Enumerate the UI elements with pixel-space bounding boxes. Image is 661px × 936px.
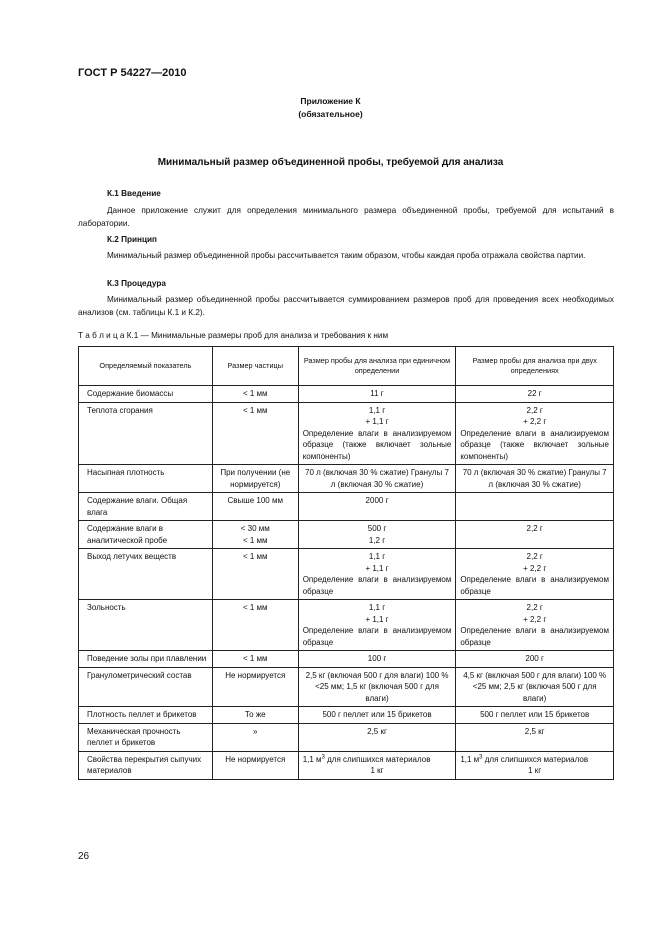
document-title: Минимальный размер объединенной пробы, требуемой для анализа bbox=[157, 157, 504, 168]
double-value-note: Определение влаги в анализируемом образце bbox=[460, 626, 609, 647]
document-header: ГОСТ Р 54227—2010 bbox=[78, 67, 187, 79]
row-parameter: Насыпная плотность bbox=[79, 465, 213, 493]
header-particle-size: Размер частицы bbox=[212, 347, 298, 386]
sample-size-table bbox=[78, 346, 614, 780]
single-value-line: 1,1 г bbox=[368, 552, 386, 561]
single-value-line: 500 г bbox=[367, 524, 387, 533]
row-single-value: 11 г bbox=[298, 386, 456, 403]
single-value-line bbox=[303, 754, 452, 766]
double-value-line: + 2,2 г bbox=[523, 614, 547, 624]
row-single-value: 2,5 кг (включая 500 г для влаги) 100 % <25 мм; 1,5 кг (включая 500 г для влаги) bbox=[298, 667, 456, 707]
single-value-line: 1 кг bbox=[370, 766, 384, 775]
row-particle-size: Свыше 100 мм bbox=[212, 493, 298, 521]
annex-title: Приложение К bbox=[300, 96, 361, 106]
row-double-value: 500 г пеллет или 15 брикетов bbox=[456, 707, 614, 724]
row-single-value bbox=[298, 521, 456, 549]
row-particle-size: < 1 мм bbox=[212, 600, 298, 651]
single-value-line: 1,1 г bbox=[368, 603, 386, 612]
row-double-value: 2,2 г bbox=[456, 521, 614, 549]
row-particle-size: < 1 мм bbox=[212, 549, 298, 600]
table-row bbox=[79, 493, 614, 521]
row-single-value bbox=[298, 549, 456, 600]
table-caption: Т а б л и ц а К.1 — Минимальные размеры проб для анализа и требования к ним bbox=[78, 331, 389, 340]
cubic-superscript: 3 bbox=[321, 753, 325, 760]
row-particle-size: То же bbox=[212, 707, 298, 724]
annex-status: (обязательное) bbox=[298, 109, 363, 119]
cubic-superscript: 3 bbox=[479, 753, 483, 760]
row-single-value: 70 л (включая 30 % сжатие) Гранулы 7 л (включая 30 % сжатие) bbox=[298, 465, 456, 493]
table-row bbox=[79, 723, 614, 751]
section-heading-k3: К.3 Процедура bbox=[107, 279, 166, 288]
single-value-line: + 1,1 г bbox=[365, 417, 389, 426]
particle-size-line: < 30 мм bbox=[240, 524, 270, 533]
table-row bbox=[79, 667, 614, 707]
table-row bbox=[79, 707, 614, 724]
single-value-note: Определение влаги в анализируемом образце (также включает зольные компоненты) bbox=[302, 428, 452, 461]
row-double-value bbox=[456, 600, 614, 651]
single-value-line: + 1,1 г bbox=[365, 614, 389, 624]
double-value-line: 2,2 г bbox=[526, 405, 543, 415]
row-parameter: Содержание влаги. Общая влага bbox=[79, 493, 213, 521]
row-particle-size: < 1 мм bbox=[212, 651, 298, 668]
row-double-value bbox=[456, 751, 614, 779]
row-particle-size: < 1 мм bbox=[212, 402, 298, 465]
row-double-value-empty bbox=[456, 493, 614, 521]
double-value-line: 1 кг bbox=[528, 766, 542, 775]
table-row bbox=[79, 600, 614, 651]
row-double-value bbox=[456, 402, 614, 465]
single-value-line: + 1,1 г bbox=[365, 563, 389, 573]
single-volume-note: для слипшихся материалов bbox=[324, 754, 431, 764]
row-single-value bbox=[298, 751, 456, 779]
table-row bbox=[79, 465, 614, 493]
double-value-line: + 2,2 г bbox=[523, 563, 547, 573]
particle-size-line: < 1 мм bbox=[242, 535, 268, 545]
row-single-value: 2,5 кг bbox=[298, 723, 456, 751]
row-double-value: 70 л (включая 30 % сжатие) Гранулы 7 л (включая 30 % сжатие) bbox=[456, 465, 614, 493]
table-row bbox=[79, 651, 614, 668]
row-particle-size: Не нормируется bbox=[212, 751, 298, 779]
table-header-row bbox=[79, 347, 614, 386]
row-single-value: 500 г пеллет или 15 брикетов bbox=[298, 707, 456, 724]
double-volume-value: 1,1 м bbox=[460, 754, 480, 764]
header-parameter: Определяемый показатель bbox=[79, 347, 213, 386]
section-text-k1: Данное приложение служит для определения минимального размера объединенной пробы, требуемой для испытаний в лаборатории. bbox=[78, 206, 614, 228]
row-parameter: Содержание биомассы bbox=[79, 386, 213, 403]
double-value-line: 2,2 г bbox=[526, 603, 543, 612]
row-double-value bbox=[456, 549, 614, 600]
row-particle-size: При получении (не нормируется) bbox=[212, 465, 298, 493]
row-double-value: 22 г bbox=[456, 386, 614, 403]
header-single-determination: Размер пробы для анализа при единичном определении bbox=[298, 347, 456, 386]
row-particle-size: » bbox=[212, 723, 298, 751]
double-value-note: Определение влаги в анализируемом образце bbox=[460, 575, 609, 596]
single-value-line: 1,1 г bbox=[368, 405, 386, 415]
single-value-note: Определение влаги в анализируемом образце bbox=[302, 626, 452, 647]
table-row bbox=[79, 751, 614, 779]
row-parameter: Содержание влаги в аналитической пробе bbox=[79, 521, 213, 549]
double-value-line bbox=[460, 754, 609, 766]
row-particle-size: Не нормируется bbox=[212, 667, 298, 707]
row-single-value: 100 г bbox=[298, 651, 456, 668]
row-particle-size bbox=[212, 521, 298, 549]
double-value-line: 2,2 г bbox=[526, 552, 543, 561]
single-volume-value: 1,1 м bbox=[302, 754, 322, 764]
row-single-value bbox=[298, 402, 456, 465]
section-heading-k2: К.2 Принцип bbox=[107, 235, 157, 244]
table-row bbox=[79, 386, 614, 403]
single-value-line: 1,2 г bbox=[368, 535, 386, 545]
row-merged-value: 2000 г bbox=[298, 493, 456, 521]
header-double-determination: Размер пробы для анализа при двух определениях bbox=[456, 347, 614, 386]
row-parameter: Свойства перекрытия сыпучих материалов bbox=[79, 751, 213, 779]
table-row bbox=[79, 402, 614, 465]
double-value-line: + 2,2 г bbox=[523, 417, 547, 426]
row-parameter: Плотность пеллет и брикетов bbox=[79, 707, 213, 724]
row-single-value bbox=[298, 600, 456, 651]
row-particle-size: < 1 мм bbox=[212, 386, 298, 403]
row-parameter: Зольность bbox=[79, 600, 213, 651]
section-text-k3: Минимальный размер объединенной пробы рассчитывается суммированием размеров проб для проведения всех необходимых анализов (см. таблицы К.1 и К.2). bbox=[78, 295, 614, 317]
row-parameter: Гранулометрический состав bbox=[79, 667, 213, 707]
row-parameter: Поведение золы при плавлении bbox=[79, 651, 213, 668]
section-text-k2: Минимальный размер объединенной пробы рассчитывается таким образом, чтобы каждая проба отражала свойства партии. bbox=[107, 251, 586, 260]
row-double-value: 4,5 кг (включая 500 г для влаги) 100 % <25 мм; 2,5 кг (включая 500 г для влаги) bbox=[456, 667, 614, 707]
double-value-note: Определение влаги в анализируемом образце (также включает зольные компоненты) bbox=[460, 428, 609, 461]
row-parameter: Теплота сгорания bbox=[79, 402, 213, 465]
section-heading-k1: К.1 Введение bbox=[107, 189, 161, 198]
row-double-value: 200 г bbox=[456, 651, 614, 668]
row-double-value: 2,5 кг bbox=[456, 723, 614, 751]
row-parameter: Выход летучих веществ bbox=[79, 549, 213, 600]
double-volume-note: для слипшихся материалов bbox=[482, 754, 589, 764]
page-number: 26 bbox=[78, 851, 90, 862]
single-value-note: Определение влаги в анализируемом образце bbox=[302, 575, 452, 596]
table-row bbox=[79, 549, 614, 600]
row-parameter: Механическая прочность пеллет и брикетов bbox=[79, 723, 213, 751]
table-row bbox=[79, 521, 614, 549]
